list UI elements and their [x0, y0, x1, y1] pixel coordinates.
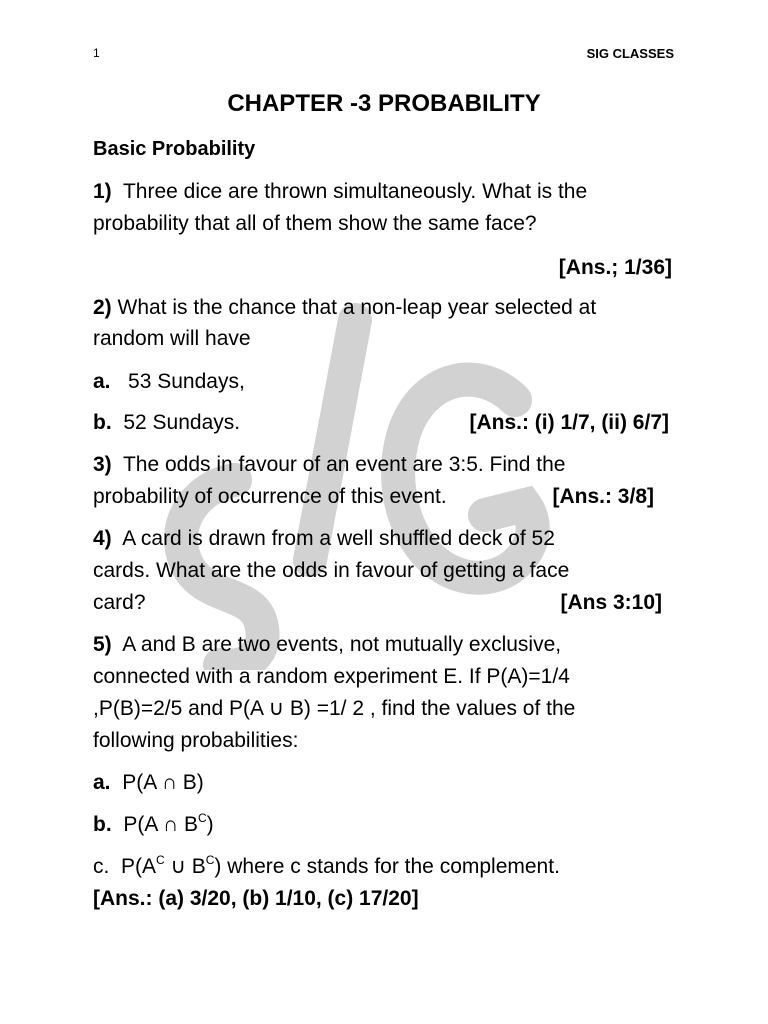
section-heading: Basic Probability	[93, 138, 256, 160]
q2-line2: random will have	[93, 327, 251, 350]
q1-line1	[93, 176, 587, 208]
q5-line4: following probabilities:	[93, 729, 299, 752]
q5-option-c	[93, 851, 560, 883]
q3-number: 3)	[93, 453, 112, 476]
q2-a-text: 53 Sundays,	[128, 370, 245, 393]
q5-text1: A and B are two events, not mutually exclusive,	[122, 633, 562, 656]
q5-b-label: b.	[93, 813, 112, 836]
q4-text1: A card is drawn from a well shuffled deck of 52	[122, 527, 555, 550]
q3-line2: probability of occurrence of this event.	[93, 485, 447, 508]
q5-line3: ,P(B)=2/5 and P(A ∪ B) =1/ 2 , find the values of the	[93, 697, 576, 720]
q2-line1	[93, 292, 596, 324]
page-number: 1	[93, 46, 100, 60]
q4-number: 4)	[93, 527, 112, 550]
q4-line1	[93, 523, 555, 555]
q2-b-label: b.	[93, 411, 112, 434]
q2-b-text: 52 Sundays.	[123, 411, 241, 434]
q5-c-sup-1: C	[156, 853, 165, 867]
q5-a-label: a.	[93, 771, 111, 794]
q5-number: 5)	[93, 633, 112, 656]
q2-option-b	[93, 407, 240, 439]
q1-text1: Three dice are thrown simultaneously. What is the	[122, 180, 588, 203]
q5-c-sup-2: C	[205, 853, 215, 867]
q1-number: 1)	[93, 180, 112, 203]
q5-a-text: P(A ∩ B)	[122, 771, 204, 794]
q5-option-b	[93, 809, 214, 841]
q5-answer: [Ans.: (a) 3/20, (b) 1/10, (c) 17/20]	[93, 887, 419, 910]
q2-option-a	[93, 366, 245, 398]
q5-b-sup: C	[197, 811, 207, 825]
q2-text1: What is the chance that a non-leap year selected at	[117, 296, 597, 319]
q2-number: 2)	[93, 296, 112, 319]
q4-answer: [Ans 3:10]	[560, 591, 662, 614]
q1-line2: probability that all of them show the same face?	[93, 212, 537, 235]
q2-answer: [Ans.: (i) 1/7, (ii) 6/7]	[469, 411, 669, 434]
q5-c-label: c.	[93, 855, 110, 878]
q5-option-a	[93, 767, 204, 799]
q5-line2: connected with a random experiment E. If P(A)=1/4	[93, 665, 570, 688]
q5-line1	[93, 629, 561, 661]
q2-a-label: a.	[93, 370, 111, 393]
brand-header: SIG CLASSES	[586, 46, 674, 61]
q5-c-text-1: P(A	[121, 855, 157, 878]
q5-c-text-2: ∪ B	[164, 855, 206, 878]
q3-line1	[93, 449, 565, 481]
q5-b-text-pre: P(A ∩ B	[123, 813, 198, 836]
q5-b-text-post: )	[206, 813, 214, 836]
q3-answer: [Ans.: 3/8]	[552, 485, 654, 508]
q4-line2: cards. What are the odds in favour of getting a face	[93, 559, 570, 582]
q1-answer: [Ans.; 1/36]	[558, 256, 672, 279]
chapter-title: CHAPTER -3 PROBABILITY	[227, 90, 541, 117]
q3-text1: The odds in favour of an event are 3:5. Find the	[122, 453, 566, 476]
q5-c-text-3: ) where c stands for the complement.	[214, 855, 560, 878]
q4-line3: card?	[93, 591, 146, 614]
